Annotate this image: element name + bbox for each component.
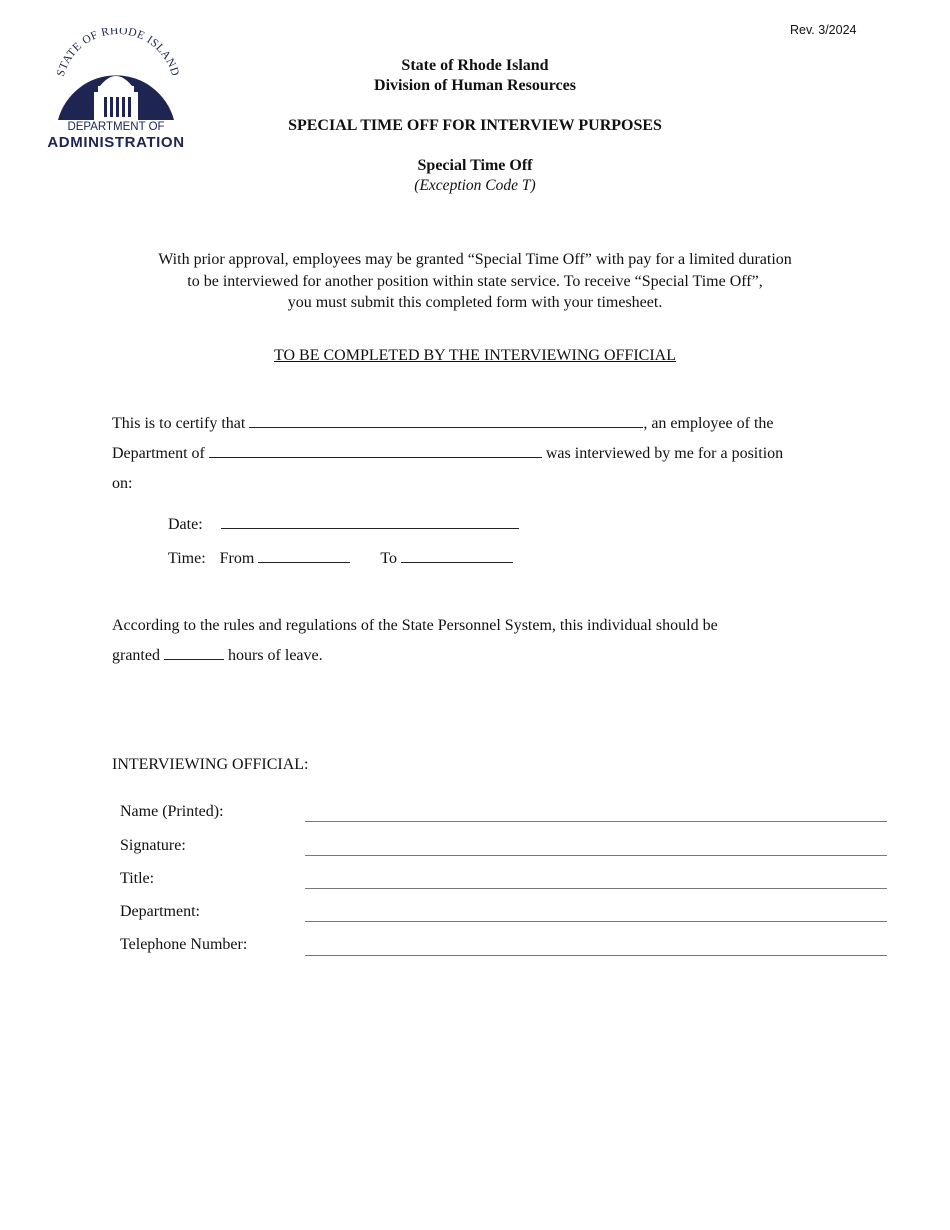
logo-dept-line1: DEPARTMENT OF xyxy=(67,121,165,133)
granted-text: granted xyxy=(112,647,160,664)
exception-code: (Exception Code T) xyxy=(414,177,536,194)
title-field[interactable] xyxy=(305,888,887,889)
department-field[interactable] xyxy=(305,921,887,922)
certify-line-1 xyxy=(112,415,773,433)
state-name: State of Rhode Island xyxy=(401,57,549,74)
employee-name-field[interactable] xyxy=(249,426,643,428)
logo-arc-text: STATE OF RHODE ISLAND xyxy=(54,28,182,78)
hours-text: hours of leave. xyxy=(227,647,323,664)
time-from-field[interactable] xyxy=(258,561,350,563)
department-name-field[interactable] xyxy=(209,456,542,458)
intro-line: to be interviewed for another position within state service. To receive “Special Time Off”, xyxy=(187,272,763,290)
telephone-field[interactable] xyxy=(305,955,887,956)
form-subtitle: Special Time Off xyxy=(417,157,533,174)
time-label: Time: xyxy=(168,550,206,567)
section-heading: TO BE COMPLETED BY THE INTERVIEWING OFFICIAL xyxy=(274,347,676,364)
date-label: Date: xyxy=(168,516,203,533)
signature-label: Signature: xyxy=(120,837,186,854)
form-title: SPECIAL TIME OFF FOR INTERVIEW PURPOSES xyxy=(288,117,662,134)
time-to-field[interactable] xyxy=(401,561,513,563)
division-name: Division of Human Resources xyxy=(374,77,576,94)
time-row xyxy=(168,550,513,568)
certify-line-2 xyxy=(112,445,783,463)
name-printed-field[interactable] xyxy=(305,821,887,822)
department-label: Department: xyxy=(120,903,200,920)
telephone-label: Telephone Number: xyxy=(120,936,248,953)
certify-line-3: on: xyxy=(112,475,133,492)
title-label: Title: xyxy=(120,870,155,887)
official-heading: INTERVIEWING OFFICIAL: xyxy=(112,756,309,773)
date-row xyxy=(168,516,519,534)
date-field[interactable] xyxy=(221,527,519,529)
certify-text: Department of xyxy=(112,445,205,462)
rules-line-2 xyxy=(112,647,323,665)
time-from-label: From xyxy=(219,550,255,567)
rules-line-1: According to the rules and regulations of the State Personnel System, this individual should be xyxy=(112,617,718,634)
certify-text: , an employee of the xyxy=(643,415,774,432)
certify-text: This is to certify that xyxy=(112,415,246,432)
hours-field[interactable] xyxy=(164,658,224,660)
logo-dept-line2: ADMINISTRATION xyxy=(47,134,185,151)
time-to-label: To xyxy=(380,550,397,567)
intro-line: you must submit this completed form with your timesheet. xyxy=(287,294,663,311)
signature-field[interactable] xyxy=(305,855,887,856)
intro-line: With prior approval, employees may be granted “Special Time Off” with pay for a limited duration xyxy=(158,251,792,268)
intro-paragraph xyxy=(0,249,950,314)
certify-text: was interviewed by me for a position xyxy=(545,445,784,462)
name-printed-label: Name (Printed): xyxy=(120,803,224,820)
revision-label: Rev. 3/2024 xyxy=(790,23,857,37)
